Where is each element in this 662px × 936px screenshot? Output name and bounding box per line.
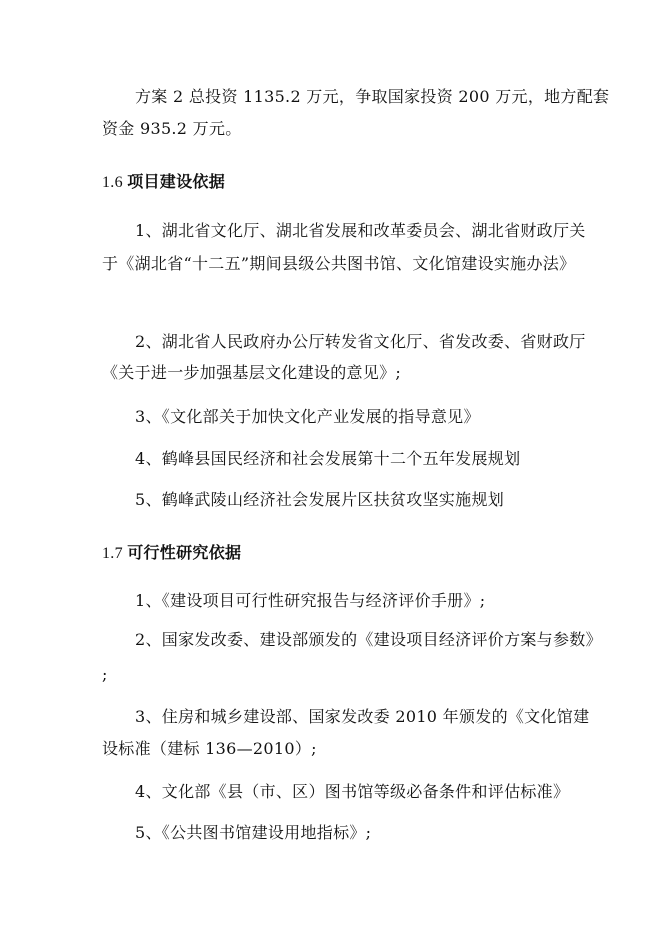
basis-item-2-line-1: 2、湖北省人民政府办公厅转发省文化厅、省发改委、省财政厅 xyxy=(135,332,586,351)
section-heading-1-6 xyxy=(102,171,225,194)
feasibility-item-2-line-2: ; xyxy=(102,665,108,684)
intro-line-1: 方案 2 总投资 1135.2 万元，争取国家投资 200 万元，地方配套 xyxy=(135,87,610,106)
basis-item-1-line-2: 于《湖北省“十二五”期间县级公共图书馆、文化馆建设实施办法》 xyxy=(102,254,576,273)
feasibility-item-3-line-1: 3、住房和城乡建设部、国家发改委 2010 年颁发的《文化馆建 xyxy=(135,707,590,726)
basis-item-4: 4、鹤峰县国民经济和社会发展第十二个五年发展规划 xyxy=(135,449,521,468)
section-title: 可行性研究依据 xyxy=(127,543,242,562)
feasibility-item-4: 4、文化部《县（市、区）图书馆等级必备条件和评估标准》 xyxy=(135,782,570,801)
basis-item-1-line-1: 1、湖北省文化厅、湖北省发展和改革委员会、湖北省财政厅关 xyxy=(135,221,586,240)
section-number: 1.6 xyxy=(102,174,128,191)
intro-line-2: 资金 935.2 万元。 xyxy=(102,119,242,138)
feasibility-item-1: 1、《建设项目可行性研究报告与经济评价手册》; xyxy=(135,591,486,610)
basis-item-2-line-2: 《关于进一步加强基层文化建设的意见》; xyxy=(102,363,402,382)
basis-item-5: 5、鹤峰武陵山经济社会发展片区扶贫攻坚实施规划 xyxy=(135,490,505,509)
section-title: 项目建设依据 xyxy=(127,172,226,191)
section-number: 1.7 xyxy=(102,545,128,562)
feasibility-item-3-line-2: 设标准（建标 136—2010）; xyxy=(102,739,317,758)
basis-item-3: 3、《文化部关于加快文化产业发展的指导意见》 xyxy=(135,407,480,426)
feasibility-item-2-line-1: 2、国家发改委、建设部颁发的《建设项目经济评价方案与参数》 xyxy=(135,630,602,649)
feasibility-item-5: 5、《公共图书馆建设用地指标》; xyxy=(135,823,372,842)
section-heading-1-7 xyxy=(102,542,241,565)
